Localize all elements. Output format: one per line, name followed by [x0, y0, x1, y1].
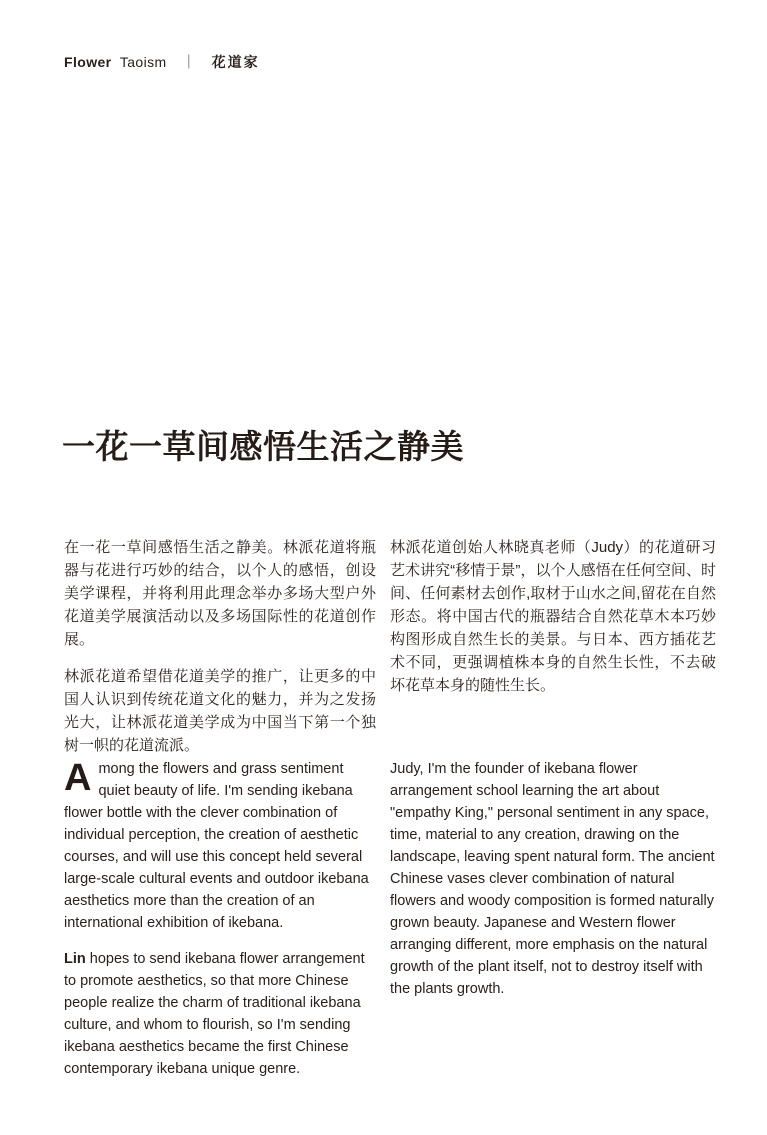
chinese-paragraph-1: 在一花一草间感悟生活之静美。林派花道将瓶器与花进行巧妙的结合，以个人的感悟，创设美学课程，并将利用此理念举办多场大型户外花道美学展演活动以及多场国际性的花道创作展。 [64, 539, 376, 648]
english-column-right [390, 758, 716, 1080]
chinese-paragraph-3: 林派花道创始人林晓真老师（Judy）的花道研习艺术讲究“移情于景”，以个人感悟在任何空间、时间、任何素材去创作,取材于山水之间,留花在自然形态。将中国古代的瓶器结合自然花草木本巧妙构图形成自然生长的美景。与日本、西方插花艺术不同，更强调植株本身的自然生长性，不去破坏花草本身的随性生长。 [390, 539, 716, 694]
divider-bar: ｜ [181, 54, 197, 70]
chinese-paragraph-2: 林派花道希望借花道美学的推广，让更多的中国人认识到传统花道文化的魅力，并为之发扬光大，让林派花道美学成为中国当下第一个独树一帜的花道流派。 [64, 668, 376, 754]
brand-name-cjk: 花道家 [211, 54, 260, 70]
masthead [64, 52, 260, 72]
article-title: 一花一草间感悟生活之静美 [62, 428, 464, 465]
chinese-column-left [64, 536, 376, 757]
english-paragraph-2-text: hopes to send ikebana flower arrangement to promote aesthetics, so that more Chinese people realize the charm of traditional ikebana culture, and whom to flourish, so I'm sending ikebana aesthetics became the first Chinese contemporary ikebana unique genre. [64, 951, 365, 1077]
english-paragraph-1 [64, 758, 376, 934]
chinese-column-right [390, 536, 716, 757]
english-paragraph-1-text: mong the flowers and grass sentiment quiet beauty of life. I'm sending ikebana flower bottle with the clever combination of individual perception, the creation of aesthetic courses, and will use this concept held several large-scale cultural events and outdoor ikebana aesthetics more than the creation of an international exhibition of ikebana. [64, 761, 369, 931]
english-paragraph-3: Judy, I'm the founder of ikebana flower arrangement school learning the art about "empathy King," personal sentiment in any space, time, material to any creation, drawing on the landscape, leaving spent natural form. The ancient Chinese vases clever combination of natural flowers and woody composition is formed naturally grown beauty. Japanese and Western flower arranging different, more emphasis on the natural growth of the plant itself, not to destroy itself with the plants growth. [390, 761, 715, 997]
brand-name-en-bold: Flower [64, 54, 112, 70]
english-text-section [64, 758, 716, 1080]
english-column-left [64, 758, 376, 1080]
lead-word: Lin [64, 951, 86, 967]
english-paragraph-2 [64, 948, 376, 1080]
drop-cap-letter: A [64, 757, 92, 799]
chinese-text-section [64, 536, 716, 757]
brand-name-en-light: Taoism [119, 54, 167, 70]
